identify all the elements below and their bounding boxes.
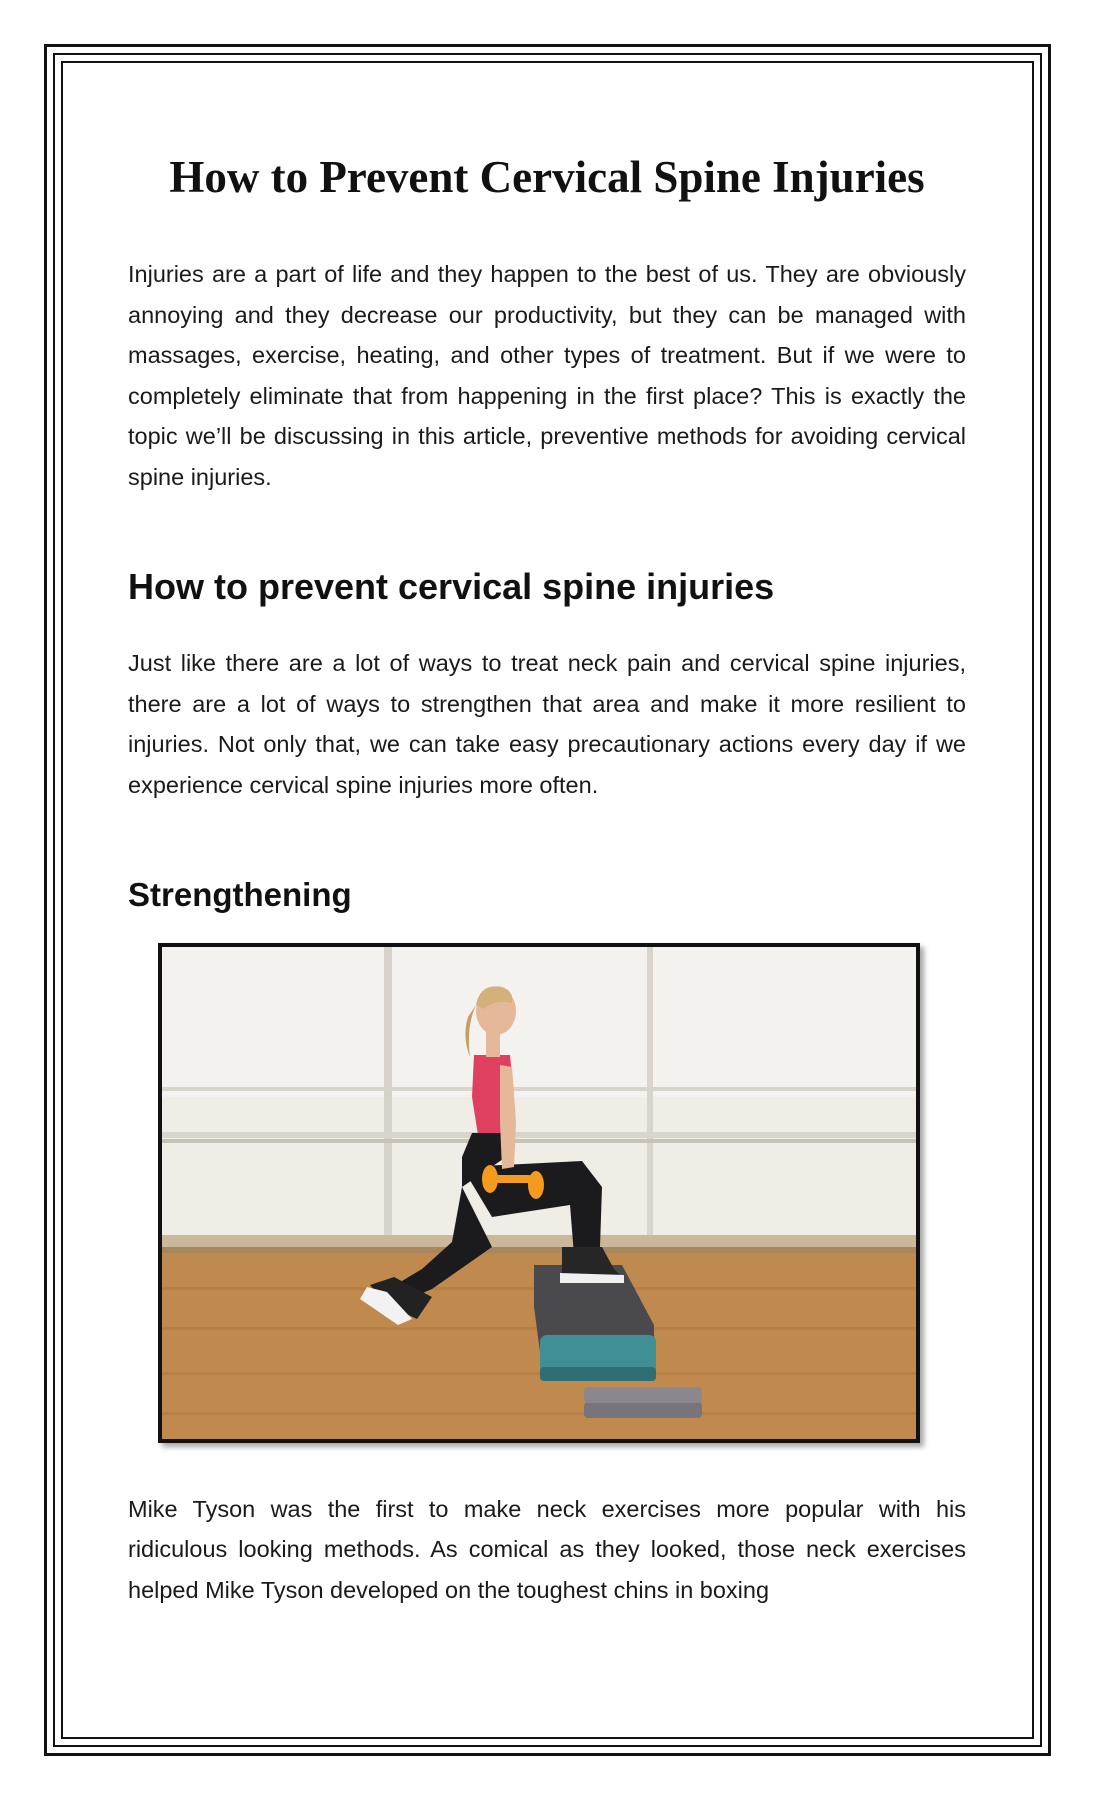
article-title: How to Prevent Cervical Spine Injuries [169, 152, 925, 202]
subheading-strengthening: Strengthening [128, 876, 352, 914]
exercise-photo [158, 943, 920, 1443]
article [128, 150, 966, 1610]
section-paragraph: Just like there are a lot of ways to treat neck pain and cervical spine injuries, there are a lot of ways to strengthen that area and make it more resilient to injuries. Not only that, we can take easy precautionary actions every day if we experience cervical spine injuries more often. [128, 650, 966, 798]
intro-paragraph: Injuries are a part of life and they happen to the best of us. They are obviously annoying and they decrease our productivity, but they can be managed with massages, exercise, heating, and other types of treatment. But if we were to completely eliminate that from happening in the first place? This is exactly the topic we’ll be discussing in this article, preventive methods for avoiding cervical spine injuries. [128, 261, 966, 490]
section-heading: How to prevent cervical spine injuries [128, 566, 775, 607]
closing-paragraph: Mike Tyson was the first to make neck exercises more popular with his ridiculous looking methods. As comical as they looked, those neck exercises helped Mike Tyson developed on the toughest chins in boxing [128, 1495, 966, 1603]
lunge-illustration [162, 947, 916, 1439]
